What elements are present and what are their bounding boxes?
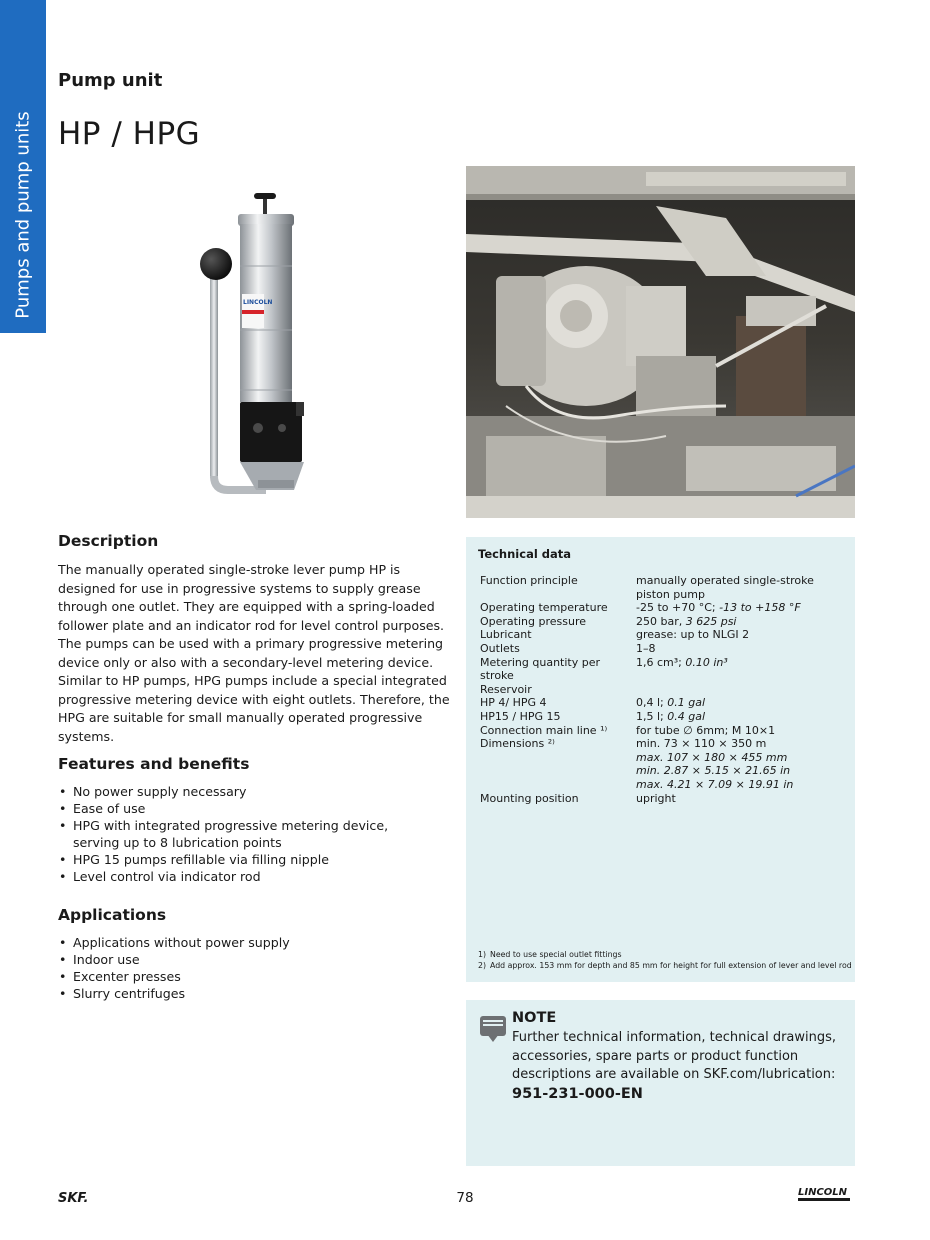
note-panel bbox=[466, 1000, 855, 1166]
technical-data-value: max. 4.21 × 7.09 × 19.91 in bbox=[636, 777, 794, 791]
technical-data-value: -25 to +70 °C; -13 to +158 °F bbox=[636, 601, 801, 615]
description-text: The manually operated single-stroke lever pump HP is designed for use in progressive systems to supply grease through one outlet. They are equipped with a spring-loaded follower plate and an indicator rod for level control purposes. The pumps can be used with a primary progressive metering device only or also with a secondary-level metering device. Similar to HP pumps, HPG pumps include a special integrated progressive metering device with eight outlets. Therefore, the HPG are suitable for small manually operated progressive systems. bbox=[58, 562, 450, 744]
technical-data-panel bbox=[466, 537, 855, 982]
application-photo bbox=[466, 166, 855, 518]
technical-data-value: min. 73 × 110 × 350 m bbox=[636, 737, 767, 751]
list-item: • Indoor use bbox=[58, 951, 453, 968]
note-text: Further technical information, technical drawings, accessories, spare parts or product function descriptions are available on SKF.com/lubrication: bbox=[512, 1030, 837, 1082]
list-item: • Level control via indicator rod bbox=[58, 868, 453, 885]
pump-product-image bbox=[196, 190, 308, 500]
technical-data-value: piston pump bbox=[636, 587, 705, 601]
technical-data-label bbox=[480, 751, 636, 765]
technical-data-title: Technical data bbox=[478, 547, 572, 561]
technical-data-row bbox=[480, 737, 850, 751]
technical-data-label bbox=[480, 588, 636, 602]
technical-data-row bbox=[480, 615, 850, 629]
features-list bbox=[58, 783, 453, 885]
technical-data-row bbox=[480, 764, 850, 778]
technical-data-label: HP15 / HPG 15 bbox=[480, 709, 561, 723]
technical-data-label: Dimensions ²⁾ bbox=[480, 737, 555, 751]
list-item-continuation: serving up to 8 lubrication points bbox=[73, 835, 282, 850]
technical-data-value: 0,4 l; 0.1 gal bbox=[636, 696, 706, 710]
list-item: • HPG with integrated progressive metering device, bbox=[58, 817, 453, 834]
technical-data-row bbox=[480, 696, 850, 710]
list-item: • No power supply necessary bbox=[58, 783, 453, 800]
technical-data-label: Function principle bbox=[480, 574, 578, 587]
list-item: • Ease of use bbox=[58, 800, 453, 817]
section-label: Pump unit bbox=[58, 70, 163, 91]
technical-data-row bbox=[480, 724, 850, 738]
page-number: 78 bbox=[456, 1190, 474, 1206]
technical-data-row bbox=[480, 628, 850, 642]
technical-data-label bbox=[480, 764, 636, 778]
technical-data-value: 250 bar, 3 625 psi bbox=[636, 614, 737, 628]
technical-data-row bbox=[480, 588, 850, 602]
technical-data-row bbox=[480, 683, 850, 697]
footnotes bbox=[478, 950, 852, 971]
list-item: • Slurry centrifuges bbox=[58, 985, 453, 1002]
pump-brand-label: LINCOLN bbox=[243, 299, 273, 306]
technical-data-value: 1–8 bbox=[636, 641, 656, 655]
technical-data-row bbox=[480, 710, 850, 724]
footnote: 2) Add approx. 153 mm for depth and 85 mm for height for full extension of lever and level rod bbox=[478, 960, 852, 970]
technical-data-row bbox=[480, 656, 850, 683]
technical-data-row bbox=[480, 642, 850, 656]
document-number: 951-231-000-EN bbox=[512, 1086, 643, 1102]
skf-logo bbox=[58, 1190, 106, 1204]
technical-data-value: manually operated single-stroke bbox=[636, 574, 814, 587]
technical-data-label: HP 4/ HPG 4 bbox=[480, 696, 547, 710]
lincoln-logo bbox=[796, 1184, 854, 1204]
svg-text:SKF.: SKF. bbox=[58, 1191, 89, 1204]
technical-data-label: Operating pressure bbox=[480, 614, 587, 628]
technical-data-label: Reservoir bbox=[480, 682, 532, 696]
technical-data-label: Metering quantity per stroke bbox=[480, 655, 600, 683]
technical-data-table bbox=[480, 574, 850, 805]
product-title: HP / HPG bbox=[58, 116, 201, 152]
applications-heading: Applications bbox=[58, 906, 167, 924]
technical-data-label: Outlets bbox=[480, 641, 520, 655]
svg-text:LINCOLN: LINCOLN bbox=[798, 1187, 848, 1198]
features-heading: Features and benefits bbox=[58, 755, 250, 773]
technical-data-label: Operating temperature bbox=[480, 601, 608, 615]
technical-data-row bbox=[480, 601, 850, 615]
applications-list bbox=[58, 934, 453, 1002]
list-item: • HPG 15 pumps refillable via filling nipple bbox=[58, 851, 453, 868]
technical-data-row bbox=[480, 574, 850, 588]
side-tab-label: Pumps and pump units bbox=[12, 111, 34, 319]
technical-data-value: for tube ∅ 6mm; M 10×1 bbox=[636, 723, 776, 737]
description-heading: Description bbox=[58, 532, 159, 550]
technical-data-value: upright bbox=[636, 791, 676, 805]
technical-data-value: grease: up to NLGI 2 bbox=[636, 628, 750, 642]
document-down-arrow-icon bbox=[478, 1014, 508, 1044]
side-tab bbox=[0, 0, 46, 333]
technical-data-row bbox=[480, 792, 850, 806]
technical-data-value: 1,5 l; 0.4 gal bbox=[636, 709, 706, 723]
technical-data-label: Connection main line ¹⁾ bbox=[480, 723, 608, 737]
technical-data-label: Lubricant bbox=[480, 628, 532, 642]
technical-data-value: min. 2.87 × 5.15 × 21.65 in bbox=[636, 764, 791, 778]
technical-data-label: Mounting position bbox=[480, 791, 579, 805]
note-title: NOTE bbox=[512, 1010, 557, 1026]
technical-data-row bbox=[480, 778, 850, 792]
technical-data-value: 1,6 cm³; 0.10 in³ bbox=[636, 655, 728, 669]
technical-data-row bbox=[480, 751, 850, 765]
list-item: • Excenter presses bbox=[58, 968, 453, 985]
technical-data-label bbox=[480, 778, 636, 792]
technical-data-value: max. 107 × 180 × 455 mm bbox=[636, 750, 788, 764]
footnote: 1) Need to use special outlet fittings bbox=[478, 950, 622, 959]
technical-data-value bbox=[636, 683, 850, 697]
list-item: • Applications without power supply bbox=[58, 934, 453, 951]
